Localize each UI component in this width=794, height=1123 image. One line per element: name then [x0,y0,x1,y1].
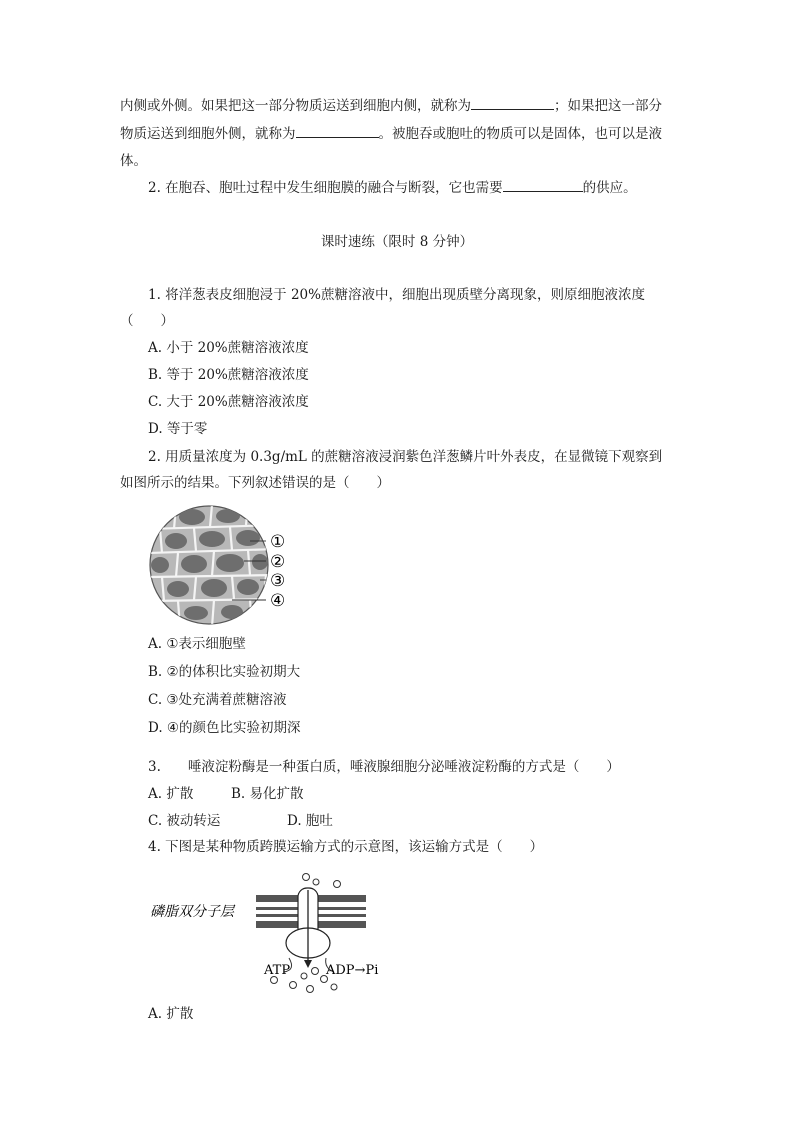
q3-option-d: D. 胞吐 [287,813,333,829]
intro-text: 物质运送到细胞外侧，就称为 [120,126,296,142]
q1-stem: 1. 将洋葱表皮细胞浸于 20%蔗糖溶液中，细胞出现质壁分离现象，则原细胞液浓度 [148,287,645,303]
q2-option-a: A. ①表示细胞壁 [148,636,246,652]
intro-line-1 [120,95,662,116]
q1-option-b: B. 等于 20%蔗糖溶液浓度 [148,367,309,383]
atp-label: ATP [264,963,291,978]
fill-blank [503,177,583,192]
q2-stem-line-1: 2. 用质量浓度为 0.3g/mL 的蔗糖溶液浸润紫色洋葱鳞片叶外表皮，在显微镜下观察到 [148,449,663,465]
intro-line-3: 体。 [120,153,147,169]
section-title: 课时速练（限时 8 分钟） [320,234,474,250]
q3-option-c: C. 被动转运 [148,813,221,829]
q2-option-c: C. ③处充满着蔗糖溶液 [148,692,287,708]
fill-blank [296,123,379,138]
q1-answer-paren: （ ） [120,313,174,329]
micrograph-svg [148,505,308,627]
adp-label: ADP→Pi [326,963,379,978]
intro-text: 2. 在胞吞、胞吐过程中发生细胞膜的融合与断裂，它也需要 [148,180,503,196]
intro-text: 内侧或外侧。如果把这一部分物质运送到细胞内侧，就称为 [120,98,471,114]
label-2: ② [270,552,286,572]
membrane-transport-diagram [148,868,398,993]
bilayer-label: 磷脂双分子层 [150,904,234,920]
q1-option-c: C. 大于 20%蔗糖溶液浓度 [148,394,309,410]
q4-stem: 4. 下图是某种物质跨膜运输方式的示意图，该运输方式是（ ） [148,839,544,855]
q2-option-b: B. ②的体积比实验初期大 [148,664,301,680]
q2-option-d: D. ④的颜色比实验初期深 [148,720,301,736]
transport-svg [148,868,398,993]
q1-option-a: A. 小于 20%蔗糖溶液浓度 [148,340,309,356]
label-3: ③ [270,571,286,591]
intro-item-2 [148,177,637,198]
label-4: ④ [270,591,286,611]
fill-blank [471,95,554,110]
onion-cell-micrograph [148,505,308,627]
label-1: ① [270,532,286,552]
intro-text: 。被胞吞或胞吐的物质可以是固体，也可以是液 [378,126,662,142]
q3-option-a: A. 扩散 [148,786,194,802]
q2-stem-line-2: 如图所示的结果。下列叙述错误的是（ ） [120,475,390,491]
q3-option-b: B. 易化扩散 [231,786,304,802]
q1-option-d: D. 等于零 [148,421,208,437]
intro-text: 的供应。 [582,180,637,196]
q4-option-a: A. 扩散 [148,1006,194,1022]
molecules-outside [303,874,341,888]
q3-stem: 3. 唾液淀粉酶是一种蛋白质，唾液腺细胞分泌唾液淀粉酶的方式是（ ） [148,759,620,775]
intro-text: ；如果把这一部分 [554,98,662,114]
intro-line-2 [120,123,662,144]
